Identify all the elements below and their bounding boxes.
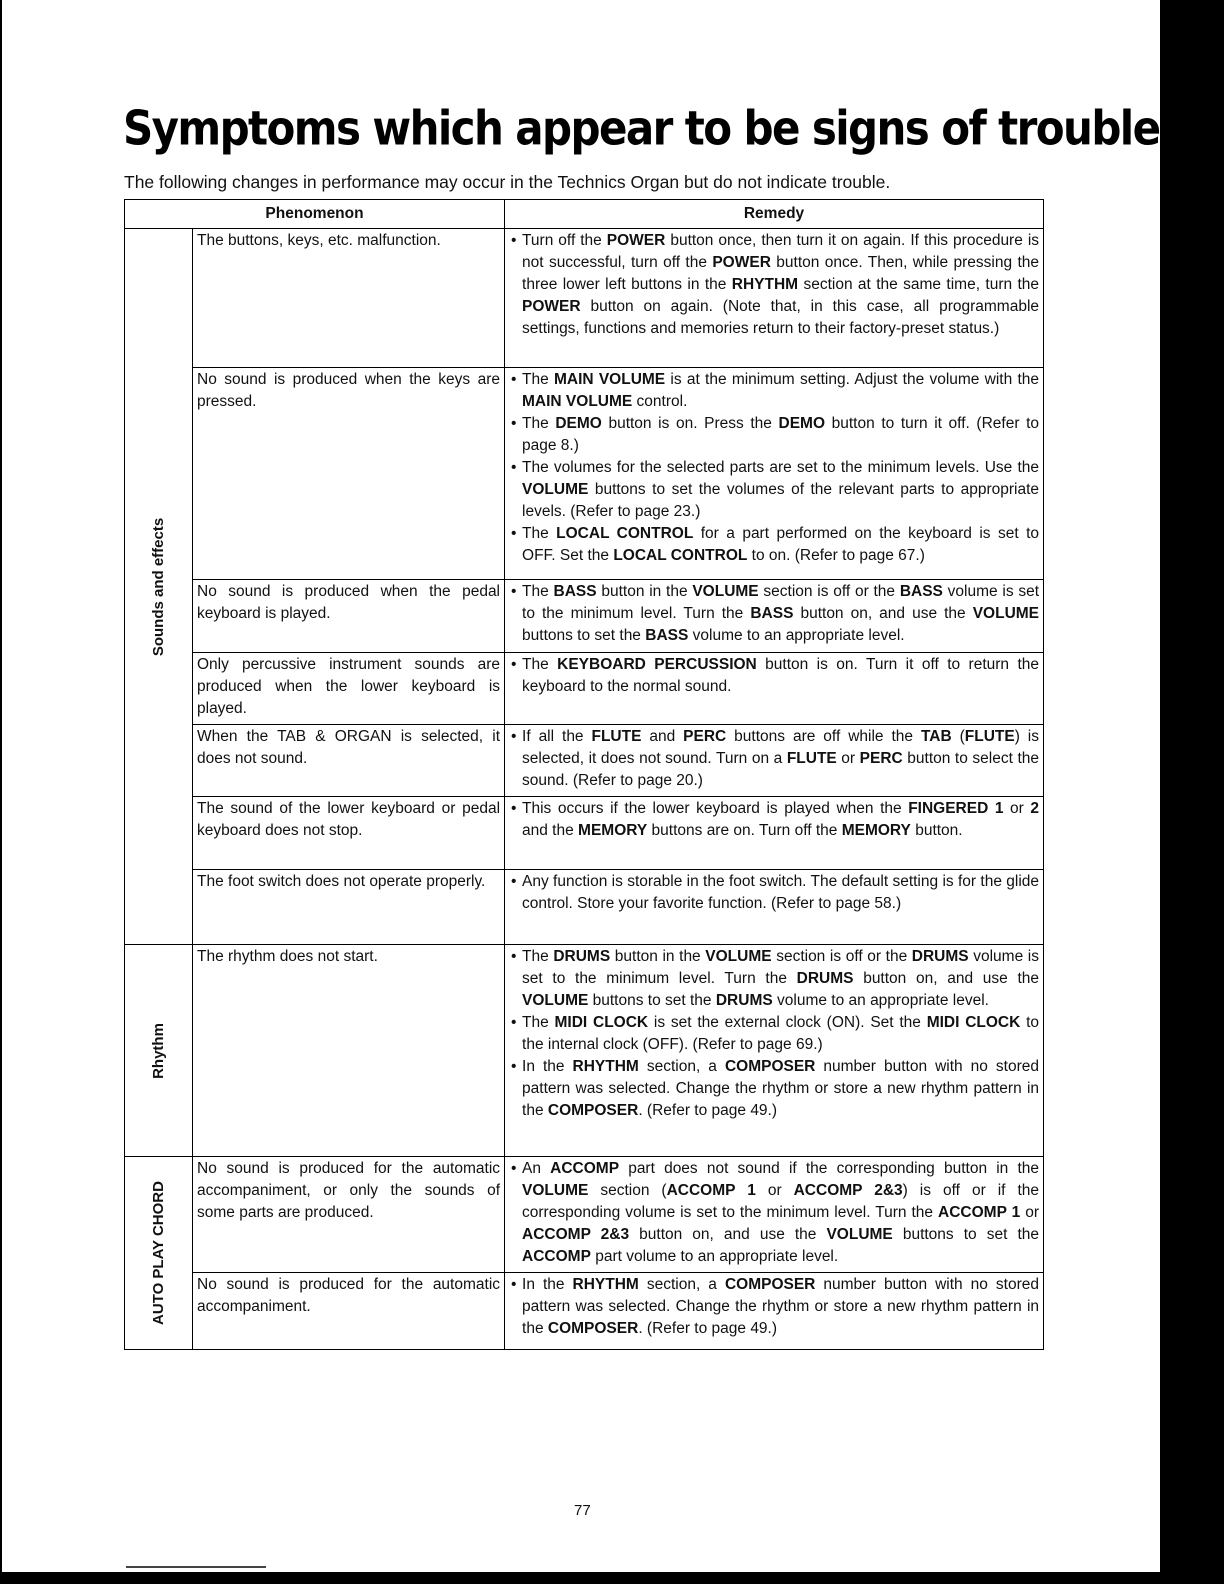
remedy-cell bbox=[505, 1157, 1044, 1273]
remedy-item: • If all the FLUTE and PERC buttons are off while the TAB (FLUTE) is selected, it does not sound. Turn on a FLUTE or PERC button to select the sound. (Refer to page 20.) bbox=[509, 726, 1039, 792]
control-name: DRUMS bbox=[911, 948, 969, 965]
scan-mark bbox=[126, 1566, 266, 1568]
control-name: MAIN VOLUME bbox=[522, 393, 633, 410]
remedy-list bbox=[505, 229, 1043, 344]
phenomenon-cell: No sound is produced for the automatic accompaniment, or only the sounds of some parts are produced. bbox=[193, 1157, 505, 1273]
table-header-row bbox=[125, 200, 1044, 229]
table-row bbox=[125, 945, 1044, 1157]
control-name: FLUTE bbox=[591, 728, 642, 745]
control-name: POWER bbox=[606, 232, 666, 249]
remedy-item: • The KEYBOARD PERCUSSION button is on. Turn it off to return the keyboard to the normal sound. bbox=[509, 654, 1039, 698]
intro-text: The following changes in performance may occur in the Technics Organ but do not indicate trouble. bbox=[124, 172, 891, 192]
remedy-cell bbox=[505, 725, 1044, 797]
remedy-item: • The BASS button in the VOLUME section is off or the BASS volume is set to the minimum level. Turn the BASS button on, and use the VOLUME buttons to set the BASS volume to an appropriate level. bbox=[509, 581, 1039, 647]
remedy-item: • In the RHYTHM section, a COMPOSER number button with no stored pattern was selected. Change the rhythm or store a new rhythm pattern in the COMPOSER. (Refer to page 49.) bbox=[509, 1274, 1039, 1340]
control-name: LOCAL CONTROL bbox=[613, 547, 748, 564]
remedy-cell bbox=[505, 797, 1044, 870]
remedy-list bbox=[505, 1273, 1043, 1344]
remedy-cell bbox=[505, 1273, 1044, 1350]
table-row bbox=[125, 1157, 1044, 1273]
phenomenon-cell: The foot switch does not operate properly. bbox=[193, 870, 505, 945]
control-name: DRUMS bbox=[553, 948, 611, 965]
remedy-list bbox=[505, 945, 1043, 1126]
control-name: TAB bbox=[920, 728, 952, 745]
troubleshooting-table bbox=[124, 199, 1044, 1350]
phenomenon-cell: The rhythm does not start. bbox=[193, 945, 505, 1157]
control-name: ACCOMP 2&3 bbox=[793, 1182, 903, 1199]
remedy-list bbox=[505, 797, 1043, 846]
control-name: BASS bbox=[553, 583, 597, 600]
control-name: PERC bbox=[859, 750, 903, 767]
phenomenon-cell: The sound of the lower keyboard or pedal keyboard does not stop. bbox=[193, 797, 505, 870]
control-name: BASS bbox=[750, 605, 794, 622]
remedy-list bbox=[505, 368, 1043, 571]
remedy-cell bbox=[505, 368, 1044, 580]
control-name: RHYTHM bbox=[572, 1276, 639, 1293]
control-name: LOCAL CONTROL bbox=[556, 525, 694, 542]
table-row bbox=[125, 797, 1044, 870]
control-name: ACCOMP bbox=[522, 1248, 591, 1265]
header-phenomenon: Phenomenon bbox=[125, 200, 505, 229]
table-row bbox=[125, 1273, 1044, 1350]
control-name: ACCOMP 1 bbox=[938, 1204, 1021, 1221]
control-name: RHYTHM bbox=[572, 1058, 639, 1075]
control-name: MAIN VOLUME bbox=[553, 371, 666, 388]
control-name: VOLUME bbox=[705, 948, 772, 965]
control-name: ACCOMP bbox=[550, 1160, 620, 1177]
remedy-item: • Turn off the POWER button once, then turn it on again. If this procedure is not successful, turn off the POWER button once. Then, while pressing the three lower left buttons in the RHYTHM section at the same time, turn the POWER button on again. (Note that, in this case, all programmable settings, functions and memories return to their factory-preset status.) bbox=[509, 230, 1039, 340]
control-name: BASS bbox=[899, 583, 943, 600]
control-name: DEMO bbox=[555, 415, 602, 432]
control-name: POWER bbox=[522, 298, 581, 315]
phenomenon-cell: Only percussive instrument sounds are produced when the lower keyboard is played. bbox=[193, 653, 505, 725]
phenomenon-cell: No sound is produced for the automatic accompaniment. bbox=[193, 1273, 505, 1350]
category-label: AUTO PLAY CHORD bbox=[149, 1181, 167, 1325]
control-name: FLUTE bbox=[964, 728, 1015, 745]
control-name: BASS bbox=[645, 627, 689, 644]
table-row bbox=[125, 368, 1044, 580]
category-cell bbox=[125, 945, 193, 1157]
remedy-item: • The DRUMS button in the VOLUME section is off or the DRUMS volume is set to the minimum level. Turn the DRUMS button on, and use the VOLUME buttons to set the DRUMS volume to an appropriate level. bbox=[509, 946, 1039, 1012]
control-name: ACCOMP 2&3 bbox=[522, 1226, 630, 1243]
remedy-cell bbox=[505, 945, 1044, 1157]
remedy-item: • Any function is storable in the foot switch. The default setting is for the glide control. Store your favorite function. (Refer to page 58.) bbox=[509, 871, 1039, 915]
control-name: VOLUME bbox=[522, 1182, 589, 1199]
remedy-list bbox=[505, 725, 1043, 796]
table-row bbox=[125, 870, 1044, 945]
control-name: DEMO bbox=[778, 415, 826, 432]
remedy-item: • The MAIN VOLUME is at the minimum setting. Adjust the volume with the MAIN VOLUME control. bbox=[509, 369, 1039, 413]
remedy-item: • The volumes for the selected parts are set to the minimum levels. Use the VOLUME buttons to set the volumes of the relevant parts to appropriate levels. (Refer to page 23.) bbox=[509, 457, 1039, 523]
control-name: MEMORY bbox=[841, 822, 911, 839]
remedy-list bbox=[505, 870, 1043, 919]
control-name: ACCOMP 1 bbox=[666, 1182, 756, 1199]
remedy-item: • The DEMO button is on. Press the DEMO button to turn it off. (Refer to page 8.) bbox=[509, 413, 1039, 457]
control-name: POWER bbox=[712, 254, 771, 271]
remedy-item: • This occurs if the lower keyboard is played when the FINGERED 1 or 2 and the MEMORY buttons are on. Turn off the MEMORY button. bbox=[509, 798, 1039, 842]
control-name: VOLUME bbox=[692, 583, 759, 600]
control-name: FINGERED 1 bbox=[908, 800, 1004, 817]
category-cell bbox=[125, 1157, 193, 1350]
control-name: COMPOSER bbox=[724, 1276, 816, 1293]
scan-edge-right bbox=[1160, 0, 1224, 1584]
remedy-item: • In the RHYTHM section, a COMPOSER number button with no stored pattern was selected. Change the rhythm or store a new rhythm pattern in the COMPOSER. (Refer to page 49.) bbox=[509, 1056, 1039, 1122]
remedy-cell bbox=[505, 653, 1044, 725]
phenomenon-cell: The buttons, keys, etc. malfunction. bbox=[193, 229, 505, 368]
control-name: COMPOSER bbox=[547, 1320, 639, 1337]
control-name: COMPOSER bbox=[547, 1102, 639, 1119]
table-row bbox=[125, 229, 1044, 368]
scan-edge-left bbox=[0, 0, 2, 1584]
header-remedy: Remedy bbox=[505, 200, 1044, 229]
control-name: RHYTHM bbox=[731, 276, 799, 293]
remedy-cell bbox=[505, 580, 1044, 653]
remedy-cell bbox=[505, 870, 1044, 945]
control-name: COMPOSER bbox=[724, 1058, 816, 1075]
control-name: DRUMS bbox=[796, 970, 854, 987]
control-name: 2 bbox=[1030, 800, 1040, 817]
control-name: MIDI CLOCK bbox=[554, 1014, 649, 1031]
page-title: Symptoms which appear to be signs of trouble bbox=[123, 101, 1160, 156]
control-name: VOLUME bbox=[522, 481, 589, 498]
table-row bbox=[125, 580, 1044, 653]
remedy-item: • An ACCOMP part does not sound if the corresponding button in the VOLUME section (ACCOMP 1 or ACCOMP 2&3) is off or if the corresponding volume is set to the minimum level. Turn the ACCOMP 1 or ACCOMP 2&3 button on, and use the VOLUME buttons to set the ACCOMP part volume to an appropriate level. bbox=[509, 1158, 1039, 1268]
phenomenon-cell: When the TAB & ORGAN is selected, it does not sound. bbox=[193, 725, 505, 797]
phenomenon-cell: No sound is produced when the keys are pressed. bbox=[193, 368, 505, 580]
remedy-list bbox=[505, 1157, 1043, 1272]
control-name: FLUTE bbox=[786, 750, 837, 767]
control-name: DRUMS bbox=[715, 992, 773, 1009]
control-name: VOLUME bbox=[972, 605, 1040, 622]
remedy-list bbox=[505, 653, 1043, 702]
remedy-item: • The LOCAL CONTROL for a part performed on the keyboard is set to OFF. Set the LOCAL CONTROL to on. (Refer to page 67.) bbox=[509, 523, 1039, 567]
control-name: VOLUME bbox=[522, 992, 589, 1009]
control-name: MEMORY bbox=[578, 822, 648, 839]
control-name: PERC bbox=[683, 728, 727, 745]
category-cell bbox=[125, 229, 193, 945]
remedy-cell bbox=[505, 229, 1044, 368]
control-name: MIDI CLOCK bbox=[926, 1014, 1021, 1031]
scan-edge-bottom bbox=[0, 1572, 1224, 1584]
phenomenon-cell: No sound is produced when the pedal keyboard is played. bbox=[193, 580, 505, 653]
category-label: Rhythm bbox=[149, 1022, 167, 1079]
remedy-item: • The MIDI CLOCK is set the external clock (ON). Set the MIDI CLOCK to the internal clock (OFF). (Refer to page 69.) bbox=[509, 1012, 1039, 1056]
category-label: Sounds and effects bbox=[149, 517, 167, 656]
remedy-list bbox=[505, 580, 1043, 651]
control-name: VOLUME bbox=[826, 1226, 893, 1243]
table-row bbox=[125, 653, 1044, 725]
control-name: KEYBOARD PERCUSSION bbox=[557, 656, 757, 673]
table-row bbox=[125, 725, 1044, 797]
page-number: 77 bbox=[574, 1502, 591, 1519]
